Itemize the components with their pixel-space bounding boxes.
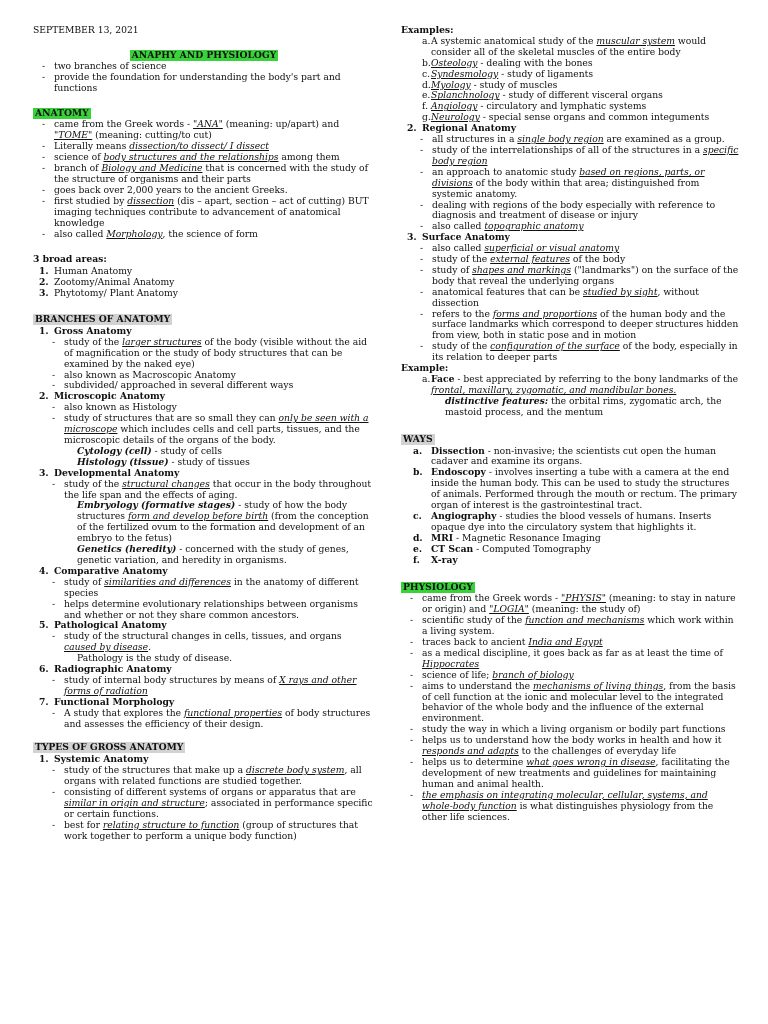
- list-item: - subdivided/ approached in several different ways: [33, 381, 375, 392]
- list-item: d. Myology - study of muscles: [422, 79, 558, 91]
- gross-anatomy-list: [33, 338, 375, 393]
- physiology-list: [401, 594, 739, 823]
- anatomy-list: [33, 120, 375, 240]
- regional-anatomy-title: 2. Regional Anatomy: [407, 123, 517, 135]
- anatomy-heading-row: [33, 109, 375, 120]
- list-item: - refers to the forms and proportions of the human body and the surface landmarks which correspond to deeper structures hidden from view, both in static pose and in motion: [401, 310, 739, 343]
- list-item: a. A systemic anatomical study of the muscular system would consider all of the skeletal muscles of the entire body: [422, 35, 707, 58]
- intro-list: [33, 62, 375, 95]
- list-item: - study of similarities and differences in the anatomy of different species: [33, 578, 375, 600]
- functional-morphology-title: 7. Functional Morphology: [39, 696, 175, 708]
- list-item: - came from the Greek words - "PHYSIS" (meaning: to stay in nature or origin) and "LOGIA" (meaning: the study of): [401, 594, 739, 616]
- list-item: - as a medical discipline, it goes back as far as at least the time of Hippocrates: [401, 649, 739, 671]
- pathological-anatomy-list: [33, 632, 375, 654]
- list-item: c. Angiography - studies the blood vessels of humans. Inserts opaque dye into the circulatory system that highlights it.: [413, 510, 712, 533]
- list-item: - also called Morphology, the science of form: [33, 230, 375, 241]
- gross-anatomy-title: 1. Gross Anatomy: [39, 325, 132, 337]
- list-item: - an approach to anatomic study based on regions, parts, or divisions of the body within that area; distinguished from systemic anatomy.: [401, 168, 739, 201]
- comparative-anatomy-list: [33, 578, 375, 622]
- list-item: - the emphasis on integrating molecular, cellular, systems, and whole-body function is what distinguishes physiology from the other life sciences.: [401, 791, 739, 824]
- face-example: a. Face - best appreciated by referring to the bony landmarks of the frontal, maxillary, zygomatic, and mandibular bones.: [422, 374, 739, 396]
- list-item: - consisting of different systems of organs or apparatus that are similar in origin and structure; associated in performance specific or certain functions.: [33, 788, 375, 821]
- branches-heading: BRANCHES OF ANATOMY: [35, 314, 171, 326]
- list-item: - scientific study of the function and mechanisms which work within a living system.: [401, 616, 739, 638]
- physiology-heading-row: [401, 583, 739, 594]
- list-item: - all structures in a single body region are examined as a group.: [401, 135, 739, 146]
- examples-list: [401, 37, 739, 124]
- regional-anatomy-list: [401, 135, 739, 233]
- list-item: - helps determine evolutionary relationships between organisms and whether or not they share common ancestors.: [33, 600, 375, 622]
- list-item: - goes back over 2,000 years to the ancient Greeks.: [33, 186, 375, 197]
- list-item: a. Dissection - non-invasive; the scientists cut open the human cadaver and examine its organs.: [413, 445, 717, 468]
- list-item: b. Osteology - dealing with the bones: [422, 57, 593, 69]
- list-item: - study of the structural changes in cells, tissues, and organs caused by disease.: [33, 632, 375, 654]
- ways-heading: WAYS: [403, 433, 433, 445]
- list-item: - best for relating structure to function (group of structures that work together to perform a unique body function): [33, 821, 375, 843]
- list-item: - provide the foundation for understanding the body's part and functions: [33, 73, 375, 95]
- systemic-anatomy-list: [33, 766, 375, 842]
- list-item: - two branches of science: [33, 62, 375, 73]
- list-item: - study of the external features of the body: [401, 255, 739, 266]
- list-item: - also known as Histology: [33, 403, 375, 414]
- examples-heading: Examples:: [401, 25, 454, 36]
- list-item: - also known as Macroscopic Anatomy: [33, 371, 375, 382]
- comparative-anatomy-title: 4. Comparative Anatomy: [39, 565, 168, 577]
- physiology-heading: PHYSIOLOGY: [403, 581, 473, 593]
- list-item: - study of internal body structures by means of X rays and other forms of radiation: [33, 676, 375, 698]
- list-item: 3. Phytotomy/ Plant Anatomy: [39, 288, 178, 300]
- pathology-note: Pathology is the study of disease.: [77, 653, 233, 665]
- pathological-anatomy-title: 5. Pathological Anatomy: [39, 620, 167, 632]
- developmental-anatomy-list: [33, 480, 375, 502]
- ways-list: [401, 447, 739, 567]
- list-item: 1. Human Anatomy: [39, 266, 133, 278]
- list-item: e. CT Scan - Computed Tomography: [413, 543, 592, 555]
- list-item: - helps us to determine what goes wrong in disease, facilitating the development of new treatments and guidelines for maintaining human and animal health.: [401, 758, 739, 791]
- list-item: - study of the interrelationships of all of the structures in a specific body region: [401, 146, 739, 168]
- microscopic-anatomy-title: 2. Microscopic Anatomy: [39, 391, 166, 403]
- radiographic-anatomy-list: [33, 676, 375, 698]
- list-item: - study of shapes and markings ("landmarks") on the surface of the body that reveal the underlying organs: [401, 266, 739, 288]
- functional-morphology-list: [33, 709, 375, 731]
- list-item: f. X-ray: [413, 554, 458, 566]
- systemic-anatomy-title: 1. Systemic Anatomy: [39, 754, 149, 766]
- list-item: - A study that explores the functional properties of body structures and assesses the efficiency of their design.: [33, 709, 375, 731]
- list-item: e. Splanchnology - study of different visceral organs: [422, 90, 663, 102]
- broad-areas-heading: 3 broad areas:: [33, 254, 107, 266]
- anatomy-heading: ANATOMY: [35, 107, 89, 119]
- list-item: - helps us to understand how the body works in health and how it responds and adapts to the challenges of everyday life: [401, 736, 739, 758]
- list-item: - came from the Greek words - "ANA" (meaning: up/apart) and "TOME" (meaning: cutting/to cut): [33, 120, 375, 142]
- list-item: - study of the larger structures of the body (visible without the aid of magnification or the study of body structures that can be examined by the naked eye): [33, 338, 375, 371]
- list-item: - study of the configuration of the surface of the body, especially in its relation to deeper parts: [401, 342, 739, 364]
- surface-anatomy-title: 3. Surface Anatomy: [407, 232, 510, 244]
- list-item: g. Neurology - special sense organs and common integuments: [422, 112, 710, 124]
- list-item: - anatomical features that can be studied by sight, without dissection: [401, 288, 739, 310]
- list-item: - first studied by dissection (dis – apart, section – act of cutting) BUT imaging techniques contribute to advancement of anatomical knowledge: [33, 197, 375, 230]
- surface-anatomy-list: [401, 244, 739, 364]
- microscopic-anatomy-list: [33, 403, 375, 447]
- list-item: - study the way in which a living organism or bodily part functions: [401, 725, 739, 736]
- list-item: f. Angiology - circulatory and lymphatic systems: [422, 101, 647, 113]
- list-item: - also called superficial or visual anatomy: [401, 244, 739, 255]
- types-heading: TYPES OF GROSS ANATOMY: [35, 742, 184, 754]
- broad-areas-list: [33, 267, 375, 300]
- cytology-line: Cytology (cell) - study of cells: [77, 445, 223, 457]
- list-item: 2. Zootomy/Animal Anatomy: [39, 277, 175, 289]
- branches-heading-row: [33, 315, 375, 326]
- list-item: - branch of Biology and Medicine that is concerned with the study of the structure of organisms and their parts: [33, 164, 375, 186]
- list-item: - dealing with regions of the body especially with reference to diagnosis and treatment of disease or injury: [401, 201, 739, 223]
- list-item: - study of structures that are so small they can only be seen with a microscope which includes cells and cell parts, tissues, and the microscopic details of the organs of the body.: [33, 414, 375, 447]
- right-column: [401, 26, 739, 823]
- list-item: - aims to understand the mechanisms of living things, from the basis of cell function at the ionic and molecular level to the integrated behavior of the whole body and the influence of the external environment.: [401, 682, 739, 726]
- types-heading-row: [33, 743, 375, 754]
- distinctive-features: distinctive features: the orbital rims, zygomatic arch, the mastoid process, and the mentum: [445, 395, 722, 418]
- list-item: - science of life; branch of biology: [401, 671, 739, 682]
- left-column: [33, 26, 375, 843]
- list-item: c. Syndesmology - study of ligaments: [422, 68, 594, 80]
- embryology-line: Embryology (formative stages) - study of how the body structures form and develop before birth (from the conception of the fertilized ovum to the formation and development of an embryo to the fetus): [77, 500, 369, 545]
- ways-heading-row: [401, 435, 739, 446]
- genetics-line: Genetics (heredity) - concerned with the study of genes, genetic variation, and heredity in organisms.: [77, 544, 349, 566]
- histology-line: Histology (tissue) - study of tissues: [77, 456, 250, 468]
- list-item: - science of body structures and the relationships among them: [33, 153, 375, 164]
- list-item: - traces back to ancient India and Egypt: [401, 638, 739, 649]
- date: SEPTEMBER 13, 2021: [33, 25, 139, 36]
- page-title: ANAPHY AND PHYSIOLOGY: [131, 49, 277, 61]
- list-item: - study of the structural changes that occur in the body throughout the life span and the effects of aging.: [33, 480, 375, 502]
- radiographic-anatomy-title: 6. Radiographic Anatomy: [39, 664, 172, 676]
- list-item: d. MRI - Magnetic Resonance Imaging: [413, 532, 601, 544]
- example-heading: Example:: [401, 363, 449, 375]
- list-item: - also called topographic anatomy: [401, 222, 739, 233]
- list-item: b. Endoscopy - involves inserting a tube with a camera at the end inside the human body. This can be used to study the structures of animals. Performed through the mouth or rectum. The primary organ of interest is the gastrointestinal tract.: [413, 467, 737, 512]
- list-item: - study of the structures that make up a discrete body system, all organs with related functions are studied together.: [33, 766, 375, 788]
- list-item: - Literally means dissection/to dissect/ I dissect: [33, 142, 375, 153]
- developmental-anatomy-title: 3. Developmental Anatomy: [39, 467, 180, 479]
